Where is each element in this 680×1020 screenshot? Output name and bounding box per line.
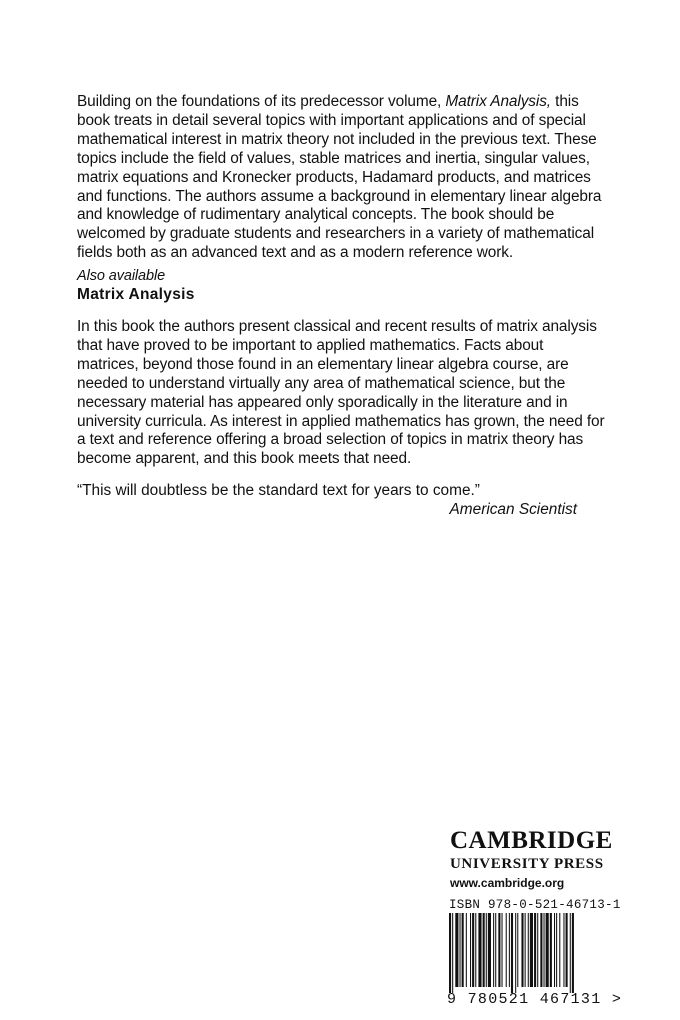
also-available-label: Also available <box>77 268 166 284</box>
barcode-bar <box>449 913 451 993</box>
review-quote: “This will doubtless be the standard text for years to come.” <box>77 482 480 499</box>
barcode-bar <box>486 913 487 987</box>
barcode-bar <box>530 913 533 987</box>
barcode-digits: 9 780521 467131 > <box>447 991 623 1008</box>
barcode-bar <box>452 913 453 993</box>
also-available-title: Matrix Analysis <box>77 286 195 303</box>
book-description <box>77 93 607 263</box>
barcode-bar <box>550 913 552 987</box>
publisher-subtitle: UNIVERSITY PRESS <box>450 856 604 872</box>
barcode-bar <box>488 913 491 987</box>
barcode-bar <box>455 913 458 987</box>
barcode-bar <box>572 913 574 993</box>
barcode-bar <box>556 913 557 987</box>
predecessor-title: Matrix Analysis, <box>445 93 551 110</box>
barcode-bar <box>540 913 542 987</box>
barcode-bar <box>544 913 545 987</box>
description-paragraph <box>77 93 607 263</box>
related-description-paragraph: In this book the authors present classical and recent results of matrix analysis that have proved to be important to applied mathematics. Facts about matrices, beyond those found in an elementary linear algebra course, are needed to understand virtually any area of mathematical science, but the necessary material has appeared only sporadically in the literature and in university curricula. As interest in applied mathematics has grown, the need for a text and reference offering a broad selection of topics in matrix theory has become apparent, and this book meets that need. <box>77 318 605 468</box>
barcode-bar <box>466 913 467 987</box>
review-source: American Scientist <box>449 500 577 518</box>
related-book-description <box>77 318 607 469</box>
barcode-bar <box>521 913 523 987</box>
barcode-bar <box>537 913 538 987</box>
publisher-name: CAMBRIDGE <box>450 827 613 854</box>
barcode-bar <box>525 913 526 987</box>
barcode-bar <box>462 913 464 987</box>
publisher-url: www.cambridge.org <box>450 876 565 890</box>
barcode-bar <box>495 913 496 987</box>
barcode-bar <box>483 913 485 987</box>
barcode-bar <box>498 913 500 987</box>
barcode-bar <box>534 913 536 987</box>
barcode-bar <box>517 913 518 987</box>
barcode-bar <box>515 913 516 993</box>
barcode-bar <box>554 913 555 987</box>
barcode-bar <box>506 913 507 987</box>
barcode-bar <box>546 913 549 987</box>
barcode-bar <box>566 913 568 987</box>
barcode-bar <box>475 913 476 987</box>
barcode-bar <box>472 913 474 987</box>
publisher-logo <box>450 827 620 891</box>
description-body: this book treats in detail several topics with important applications and of special mathematical interest in matrix theory not included in the previous text. These topics include the field of values, stable matrices and inertia, singular values, matrix equations and Kronecker products, Hadamard products, and matrices and functions. The authors assume a background in elementary linear algebra and knowledge of rudimentary analytical concepts. The book should be welcomed by graduate students and researchers in a variety of mathematical fields both as an advanced text and as a modern reference work. <box>77 93 602 262</box>
barcode-bar <box>570 913 571 993</box>
barcode-bar <box>509 913 510 987</box>
description-intro: Building on the foundations of its predecessor volume, <box>77 93 446 110</box>
review-quote-block <box>77 482 577 520</box>
also-available-section <box>77 267 607 305</box>
barcode-bar <box>563 913 564 987</box>
barcode-bar <box>470 913 471 987</box>
barcode-bar <box>478 913 481 987</box>
isbn-label: ISBN 978-0-521-46713-1 <box>449 898 621 912</box>
barcode-bar <box>528 913 529 987</box>
barcode-bar <box>511 913 513 993</box>
barcode-bar <box>493 913 494 987</box>
barcode-bar <box>559 913 560 987</box>
barcode <box>447 913 617 993</box>
barcode-bar <box>460 913 461 987</box>
barcode-bar <box>502 913 503 987</box>
